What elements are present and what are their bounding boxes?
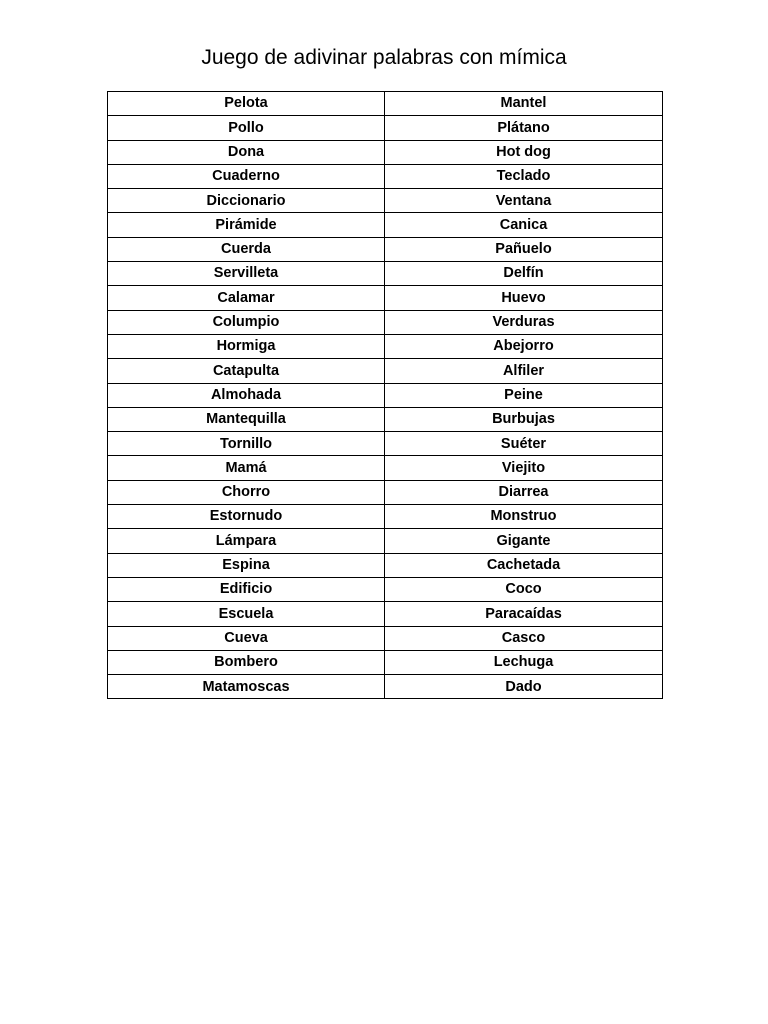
word-cell-right: Viejito xyxy=(385,456,663,480)
table-row xyxy=(108,310,663,334)
word-cell-left: Diccionario xyxy=(108,189,385,213)
word-cell-left: Hormiga xyxy=(108,334,385,358)
word-cell-left: Estornudo xyxy=(108,505,385,529)
table-row xyxy=(108,383,663,407)
table-row xyxy=(108,602,663,626)
word-cell-left: Pelota xyxy=(108,92,385,116)
word-cell-right: Monstruo xyxy=(385,505,663,529)
word-cell-left: Mantequilla xyxy=(108,407,385,431)
table-row xyxy=(108,432,663,456)
word-cell-right: Suéter xyxy=(385,432,663,456)
page-title: Juego de adivinar palabras con mímica xyxy=(201,46,567,69)
word-cell-right: Verduras xyxy=(385,310,663,334)
word-table-body xyxy=(108,92,663,699)
word-cell-right: Peine xyxy=(385,383,663,407)
table-row xyxy=(108,359,663,383)
word-cell-left: Bombero xyxy=(108,650,385,674)
word-cell-right: Lechuga xyxy=(385,650,663,674)
word-cell-left: Escuela xyxy=(108,602,385,626)
word-cell-right: Coco xyxy=(385,577,663,601)
word-cell-right: Huevo xyxy=(385,286,663,310)
table-row xyxy=(108,92,663,116)
table-row xyxy=(108,553,663,577)
word-cell-right: Alfiler xyxy=(385,359,663,383)
word-cell-right: Abejorro xyxy=(385,334,663,358)
table-row xyxy=(108,650,663,674)
word-cell-right: Plátano xyxy=(385,116,663,140)
table-row xyxy=(108,189,663,213)
word-cell-left: Cuerda xyxy=(108,237,385,261)
word-cell-right: Diarrea xyxy=(385,480,663,504)
word-cell-right: Pañuelo xyxy=(385,237,663,261)
table-row xyxy=(108,213,663,237)
word-cell-left: Chorro xyxy=(108,480,385,504)
table-row xyxy=(108,262,663,286)
word-cell-left: Servilleta xyxy=(108,262,385,286)
word-cell-left: Pirámide xyxy=(108,213,385,237)
table-row xyxy=(108,140,663,164)
table-row xyxy=(108,334,663,358)
table-row xyxy=(108,164,663,188)
word-cell-right: Burbujas xyxy=(385,407,663,431)
word-table xyxy=(107,91,663,699)
word-cell-right: Casco xyxy=(385,626,663,650)
word-cell-right: Canica xyxy=(385,213,663,237)
table-row xyxy=(108,286,663,310)
word-cell-left: Pollo xyxy=(108,116,385,140)
word-cell-left: Tornillo xyxy=(108,432,385,456)
table-row xyxy=(108,116,663,140)
table-row xyxy=(108,407,663,431)
word-cell-right: Cachetada xyxy=(385,553,663,577)
word-cell-left: Matamoscas xyxy=(108,675,385,699)
word-cell-right: Gigante xyxy=(385,529,663,553)
word-cell-left: Calamar xyxy=(108,286,385,310)
word-cell-right: Hot dog xyxy=(385,140,663,164)
table-row xyxy=(108,529,663,553)
word-cell-right: Delfín xyxy=(385,262,663,286)
table-row xyxy=(108,505,663,529)
table-row xyxy=(108,577,663,601)
table-row xyxy=(108,456,663,480)
word-cell-left: Almohada xyxy=(108,383,385,407)
table-row xyxy=(108,237,663,261)
word-cell-right: Paracaídas xyxy=(385,602,663,626)
word-cell-right: Mantel xyxy=(385,92,663,116)
word-cell-left: Espina xyxy=(108,553,385,577)
word-cell-left: Columpio xyxy=(108,310,385,334)
word-cell-right: Ventana xyxy=(385,189,663,213)
table-row xyxy=(108,675,663,699)
word-cell-left: Mamá xyxy=(108,456,385,480)
word-cell-left: Dona xyxy=(108,140,385,164)
table-row xyxy=(108,626,663,650)
word-cell-left: Cueva xyxy=(108,626,385,650)
word-cell-right: Dado xyxy=(385,675,663,699)
word-cell-left: Edificio xyxy=(108,577,385,601)
word-cell-right: Teclado xyxy=(385,164,663,188)
word-cell-left: Catapulta xyxy=(108,359,385,383)
table-row xyxy=(108,480,663,504)
word-cell-left: Lámpara xyxy=(108,529,385,553)
word-cell-left: Cuaderno xyxy=(108,164,385,188)
